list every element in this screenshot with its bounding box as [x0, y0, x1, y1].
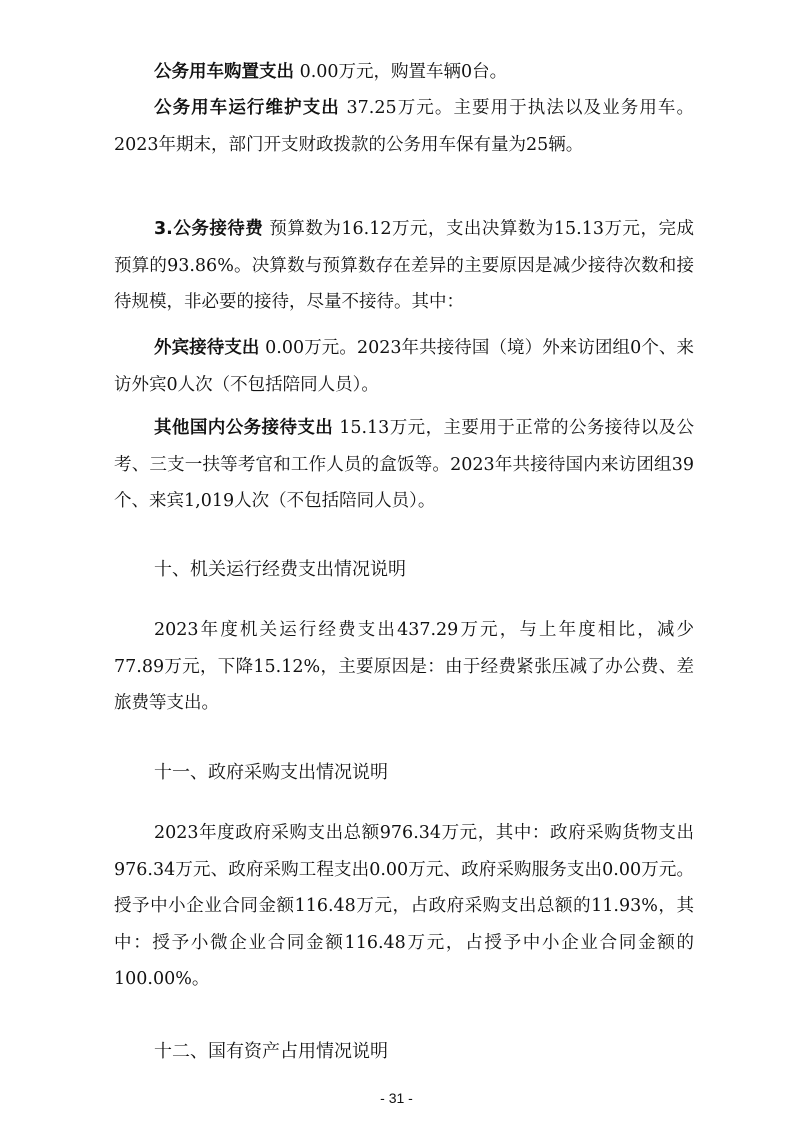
paragraph-text: 2023年度机关运行经费支出437.29万元，与上年度相比，减少77.89万元，下降15.12%，主要原因是：由于经费紧张压减了办公费、差旅费等支出。	[114, 620, 694, 713]
paragraph-text: 15.13万元，主要用于正常的公务接待以及公考、三支一扶等考官和工作人员的盒饭等。2023年共接待国内来访团组39个、来宾1,019人次（不包括陪同人员）。	[114, 418, 694, 511]
paragraph-government-procurement	[114, 815, 694, 998]
paragraph-reception-fee	[114, 211, 694, 321]
paragraph-domestic-reception	[114, 410, 694, 520]
paragraph-text: 0.00万元，购置车辆0台。	[294, 62, 508, 82]
paragraph-vehicle-maintenance	[114, 90, 694, 163]
section-heading-10: 十、机关运行经费支出情况说明	[154, 559, 406, 580]
paragraph-operating-expenses	[114, 612, 694, 722]
section-heading-12: 十二、国有资产占用情况说明	[154, 1041, 388, 1062]
paragraph-lead: 3.公务接待费	[154, 219, 264, 239]
paragraph-text: 2023年度政府采购支出总额976.34万元，其中：政府采购货物支出976.34万元、政府采购工程支出0.00万元、政府采购服务支出0.00万元。授予中小企业合同金额116.48万元，占政府采购支出总额的11.93%，其中：授予小微企业合同金额116.48万元，占授予中小企业合同金额的100.00%。	[114, 823, 694, 989]
section-heading-11: 十一、政府采购支出情况说明	[154, 762, 388, 783]
paragraph-text: 0.00万元。2023年共接待国（境）外来访团组0个、来访外宾0人次（不包括陪同人员）。	[114, 338, 695, 395]
paragraph-text: 预算数为16.12万元，支出决算数为15.13万元，完成预算的93.86%。决算数与预算数存在差异的主要原因是减少接待次数和接待规模，非必要的接待，尽量不接待。其中：	[114, 219, 694, 312]
paragraph-vehicle-purchase	[114, 54, 694, 91]
paragraph-foreign-reception	[114, 330, 694, 403]
paragraph-lead: 公务用车购置支出	[154, 62, 294, 82]
paragraph-lead: 外宾接待支出	[154, 338, 260, 358]
paragraph-lead: 其他国内公务接待支出	[154, 418, 334, 438]
paragraph-lead: 公务用车运行维护支出	[154, 98, 340, 118]
page-number: - 31 -	[380, 1090, 413, 1106]
paragraph-text: 37.25万元。主要用于执法以及业务用车。2023年期末，部门开支财政拨款的公务用车保有量为25辆。	[114, 98, 695, 155]
